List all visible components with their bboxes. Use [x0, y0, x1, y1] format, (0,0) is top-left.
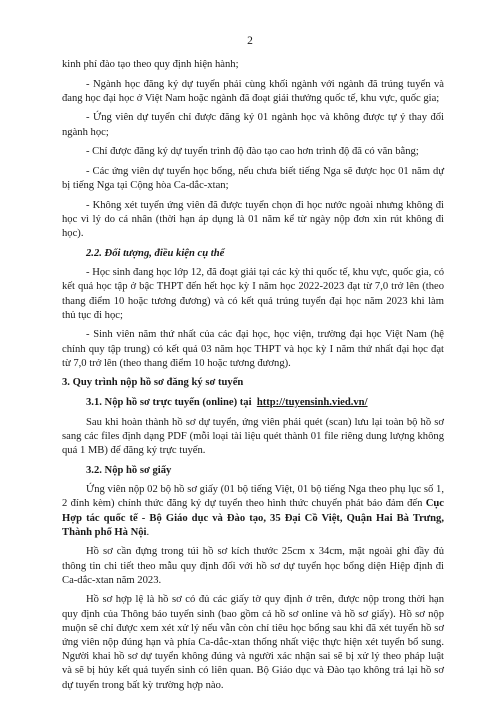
heading-2-2: 2.2. Đối tượng, điều kiện cụ thể — [86, 247, 225, 259]
paper-submission-end: . — [146, 526, 150, 538]
page-number: 2 — [247, 35, 253, 47]
heading-3-1 — [86, 396, 444, 410]
paragraph-no-reconsider: - Không xét tuyển ứng viên đã được tuyển chọn đi học nước ngoài nhưng không đi học vì lý do cá nhân (thời hạn áp dụng là 01 năm kể từ ngày nộp đơn xin rút không đi học). — [62, 199, 444, 239]
paragraph-russian-prep: - Các ứng viên dự tuyển học bổng, nếu chưa biết tiếng Nga sẽ được học 01 năm dự bị tiếng Nga tại Cộng hòa Ca-dắc-xtan; — [62, 165, 444, 191]
submission-address: Cục Hợp tác quốc tế - Bộ Giáo dục và Đào tạo, 35 Đại Cồ Việt, Quận Hai Bà Trưng, Thành phố Hà Nội — [62, 498, 444, 538]
paper-submission-text: Ứng viên nộp 02 bộ hồ sơ giấy (01 bộ tiếng Việt, 01 bộ tiếng Nga theo phụ lục số 1, 2 đính kèm) chính thức đăng ký dự tuyển theo hình thức chuyển phát bảo đảm đến — [62, 484, 444, 510]
paragraph-high-school: - Học sinh đang học lớp 12, đã đoạt giải tại các kỳ thi quốc tế, khu vực, quốc gia, có kết quả học tập ở bậc THPT đến hết học kỳ I năm học 2022-2023 đạt từ 7,0 trở lên (theo thang điểm 10 hoặc tương đương) và có kết quả trúng tuyển đại học năm 2023 khi làm thủ tục đi học; — [62, 267, 444, 321]
heading-3-1-text: 3.1. Nộp hồ sơ trực tuyến (online) tại — [86, 396, 252, 408]
tuyensinh-link[interactable]: http://tuyensinh.vied.vn/ — [256, 396, 368, 408]
paragraph-first-year: - Sinh viên năm thứ nhất của các đại học, học viện, trường đại học Việt Nam (hệ chính quy tập trung) có kết quả 03 năm học THPT và học kỳ I năm thứ nhất đại học đạt từ 7,0 trở lên (theo thang điểm 10 hoặc tương đương). — [62, 329, 444, 369]
paragraph-paper-submission — [62, 483, 444, 540]
paragraph-funding: kinh phí đào tạo theo quy định hiện hành; — [62, 59, 239, 70]
heading-3-2: 3.2. Nộp hồ sơ giấy — [86, 464, 172, 476]
paragraph-online-scan: Sau khi hoàn thành hồ sơ dự tuyển, ứng viên phải quét (scan) lưu lại toàn bộ hồ sơ sang các files định dạng PDF (mỗi loại tài liệu quét thành 01 file riêng dung lượng không quá 1 MB) để đăng ký trực tuyến. — [62, 416, 444, 456]
paragraph-major-rule: - Ngành học đăng ký dự tuyển phải cùng khối ngành với ngành đã trúng tuyển và đang học đại học ở Việt Nam hoặc ngành đã đoạt giải thưởng quốc tế, khu vực, quốc gia; — [62, 78, 444, 104]
paragraph-higher-level: - Chỉ được đăng ký dự tuyển trình độ đào tạo cao hơn trình độ đã có văn bằng; — [86, 146, 419, 158]
heading-3: 3. Quy trình nộp hồ sơ đăng ký sơ tuyển — [62, 377, 244, 389]
document-body — [62, 58, 444, 698]
paragraph-one-major: - Ứng viên dự tuyển chỉ được đăng ký 01 ngành học và không được tự ý thay đổi ngành học; — [62, 112, 444, 138]
paragraph-envelope: Hồ sơ cần đựng trong túi hồ sơ kích thước 25cm x 34cm, mặt ngoài ghi đầy đủ thông tin chi tiết theo mẫu quy định đối với hồ sơ dự tuyển học bổng diện Hiệp định đi Ca-dắc-xtan năm 2023. — [62, 546, 444, 586]
paragraph-valid-dossier: Hồ sơ hợp lệ là hồ sơ có đủ các giấy tờ quy định ở trên, được nộp trong thời hạn quy định của Thông báo tuyển sinh (bao gồm cả hồ sơ online và hồ sơ giấy). Hồ sơ nộp muộn sẽ chỉ được xem xét xử lý nếu vẫn còn chỉ tiêu học bổng sau khi đã xét tuyển hồ sơ ứng viên nộp đúng hạn và phía Ca-dắc-xtan thống nhất việc thực hiện xét tuyển bổ sung. Người khai hồ sơ dự tuyển không đúng và người xác nhận sai sẽ bị xử lý theo pháp luật và sẽ bị hủy kết quả tuyển sinh có liên quan. Bộ Giáo dục và Đào tạo không trả lại hồ sơ dự tuyển trong bất kỳ trường hợp nào. — [62, 594, 444, 691]
